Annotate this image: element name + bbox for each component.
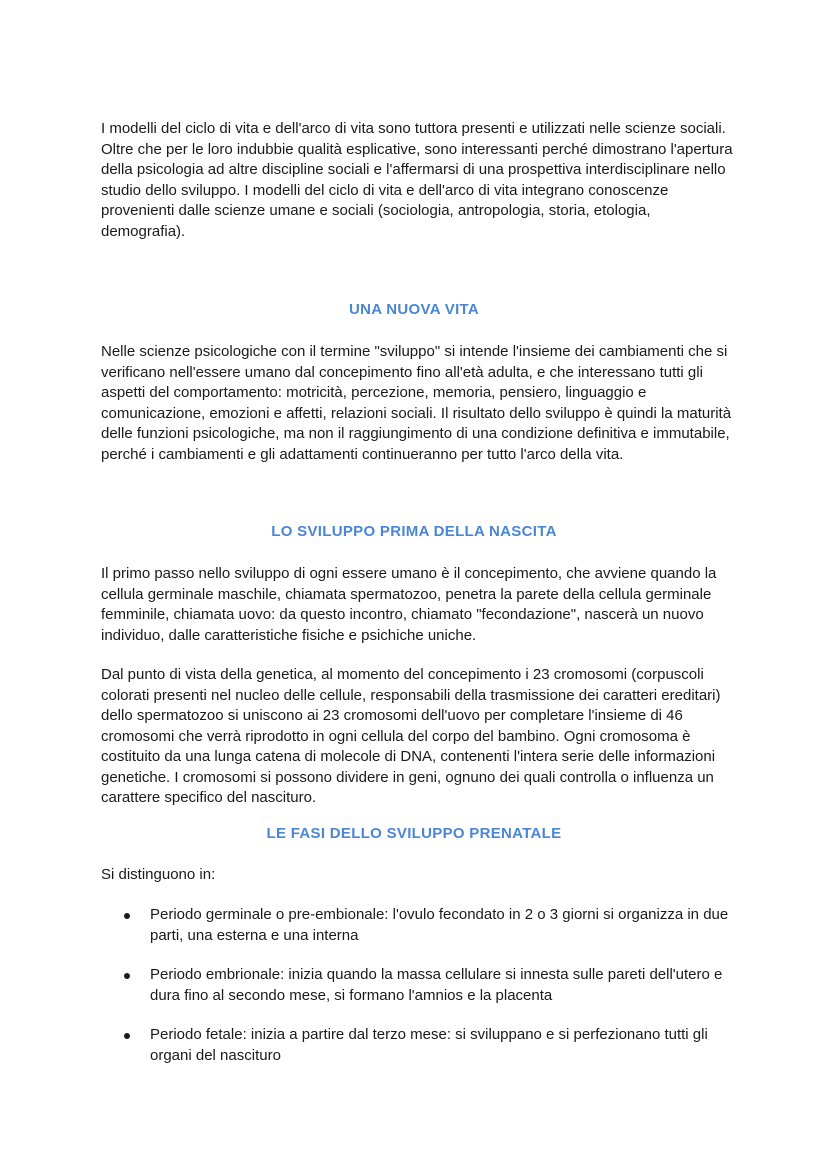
- intro-paragraph: I modelli del ciclo di vita e dell'arco di vita sono tuttora presenti e utilizzati nelle scienze sociali. Oltre che per le loro indubbie qualità esplicative, sono interessanti perché dimostrano l'apertura della psicologia ad altre discipline sociali e l'affermarsi di una prospettiva interdisciplinare nello studio dello sviluppo. I modelli del ciclo di vita e dell'arco di vita integrano conoscenze provenienti dalle scienze umane e sociali (sociologia, antropologia, storia, etologia, demografia).: [101, 120, 733, 240]
- list-item-text: Periodo fetale: inizia a partire dal terzo mese: si sviluppano e si perfezionano tutti gli organi del nascituro: [150, 1026, 708, 1064]
- list-item: [101, 1025, 733, 1066]
- concepimento-paragraph: Il primo passo nello sviluppo di ogni essere umano è il concepimento, che avviene quando la cellula germinale maschile, chiamata spermatozoo, penetra la parete della cellula germinale femminile, chiamata uovo: da questo incontro, chiamato "fecondazione", nascerà un nuovo individuo, dalle caratteristiche fisiche e psichiche uniche.: [101, 565, 717, 644]
- heading-sviluppo-prima-nascita: LO SVILUPPO PRIMA DELLA NASCITA: [271, 523, 557, 540]
- genetica-paragraph: Dal punto di vista della genetica, al momento del concepimento i 23 cromosomi (corpuscoli colorati presenti nel nucleo delle cellule, responsabili della trasmissione dei caratteri ereditari) dello spermatozoo si uniscono ai 23 cromosomi dell'uovo per completare l'insieme di 46 cromosomi che verrà riprodotto in ogni cellula del corpo del bambino. Ogni cromosoma è costituito da una lunga catena di molecole di DNA, contenenti l'intera serie delle informazioni genetiche. I cromosomi si possono dividere in geni, ognuno dei quali controlla o influenza un carattere specifico del nascituro.: [101, 666, 721, 806]
- nuova-vita-paragraph: Nelle scienze psicologiche con il termine "sviluppo" si intende l'insieme dei cambiamenti che si verificano nell'essere umano dal concepimento fino all'età adulta, e che interessano tutti gli aspetti del comportamento: motricità, percezione, memoria, pensiero, linguaggio e comunicazione, emozioni e affetti, relazioni sociali. Il risultato dello sviluppo è quindi la maturità delle funzioni psicologiche, ma non il raggiungimento di una condizione definitiva e immutabile, perché i cambiamenti e gli adattamenti continueranno per tutto l'arco della vita.: [101, 343, 732, 463]
- heading-fasi-sviluppo-prenatale: LE FASI DELLO SVILUPPO PRENATALE: [266, 825, 562, 842]
- bullet-icon: [124, 973, 130, 979]
- heading-una-nuova-vita: UNA NUOVA VITA: [348, 301, 480, 318]
- bullet-icon: [124, 1033, 130, 1039]
- fasi-list: [101, 905, 733, 1066]
- bullet-icon: [124, 913, 130, 919]
- list-item: [101, 965, 733, 1006]
- list-item-text: Periodo germinale o pre-embionale: l'ovulo fecondato in 2 o 3 giorni si organizza in due parti, una esterna e una interna: [150, 906, 729, 944]
- list-item: [101, 905, 733, 946]
- fasi-intro-text: Si distinguono in:: [101, 866, 216, 883]
- list-item-text: Periodo embrionale: inizia quando la massa cellulare si innesta sulle pareti dell'utero e dura fino al secondo mese, si formano l'amnios e la placenta: [150, 966, 723, 1004]
